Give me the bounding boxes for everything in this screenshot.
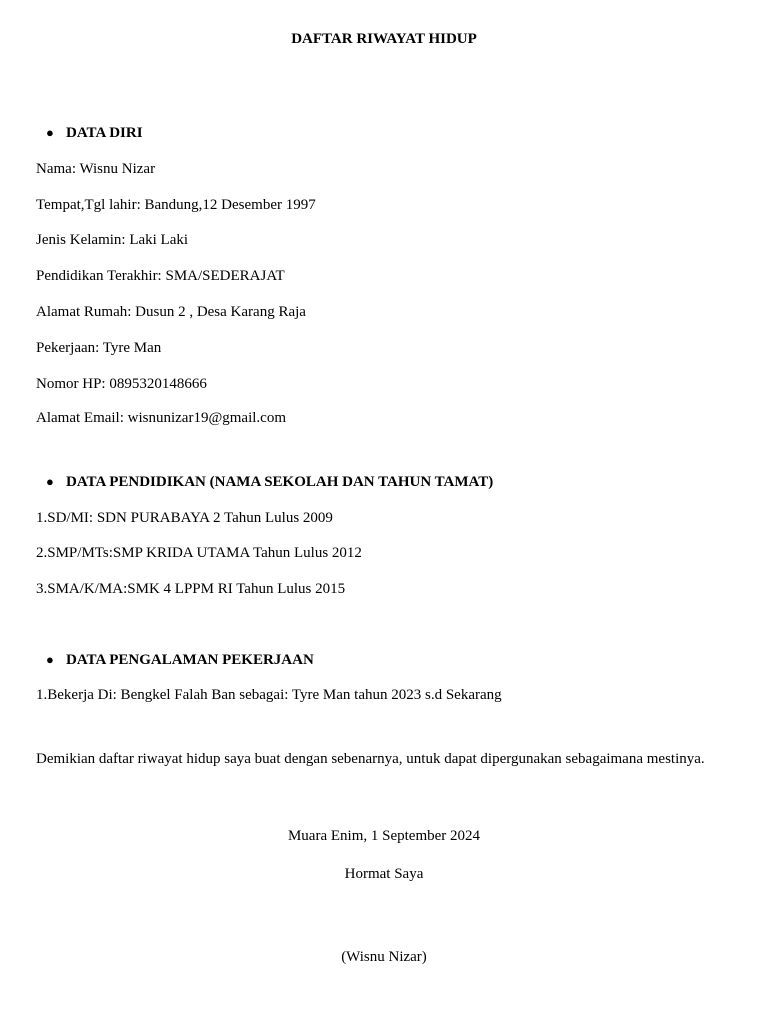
place-date: Muara Enim, 1 September 2024 (287, 828, 481, 844)
field-tempat-tgl-lahir: Tempat,Tgl lahir: Bandung,12 Desember 1997 (36, 197, 316, 213)
education-item-smp: 2.SMP/MTs:SMP KRIDA UTAMA Tahun Lulus 2012 (36, 545, 362, 561)
field-nomor-hp: Nomor HP: 0895320148666 (36, 376, 207, 392)
bullet-icon: ● (46, 652, 54, 667)
salutation: Hormat Saya (344, 866, 424, 882)
education-item-sma: 3.SMA/K/MA:SMK 4 LPPM RI Tahun Lulus 2015 (36, 581, 346, 597)
section-heading-label: DATA PENGALAMAN PEKERJAAN (66, 652, 314, 668)
field-nama: Nama: Wisnu Nizar (36, 161, 156, 177)
section-heading-data-pengalaman (46, 652, 314, 669)
bullet-icon: ● (46, 474, 54, 489)
section-heading-label: DATA PENDIDIKAN (NAMA SEKOLAH DAN TAHUN TAMAT) (66, 474, 494, 490)
signature-name: (Wisnu Nizar) (341, 949, 427, 965)
education-item-sd: 1.SD/MI: SDN PURABAYA 2 Tahun Lulus 2009 (36, 510, 333, 526)
field-pekerjaan: Pekerjaan: Tyre Man (36, 340, 162, 356)
bullet-icon: ● (46, 125, 54, 140)
document-title: DAFTAR RIWAYAT HIDUP (291, 31, 477, 47)
closing-statement: Demikian daftar riwayat hidup saya buat dengan sebenarnya, untuk dapat dipergunakan sebagaimana mestinya. (36, 751, 705, 767)
section-heading-label: DATA DIRI (66, 125, 143, 141)
section-heading-data-diri (46, 125, 143, 142)
field-alamat-email: Alamat Email: wisnunizar19@gmail.com (36, 410, 287, 426)
field-pendidikan-terakhir: Pendidikan Terakhir: SMA/SEDERAJAT (36, 268, 285, 284)
field-jenis-kelamin: Jenis Kelamin: Laki Laki (36, 232, 189, 248)
section-heading-data-pendidikan (46, 474, 493, 491)
work-experience-item: 1.Bekerja Di: Bengkel Falah Ban sebagai: Tyre Man tahun 2023 s.d Sekarang (36, 687, 502, 703)
field-alamat-rumah: Alamat Rumah: Dusun 2 , Desa Karang Raja (36, 304, 306, 320)
